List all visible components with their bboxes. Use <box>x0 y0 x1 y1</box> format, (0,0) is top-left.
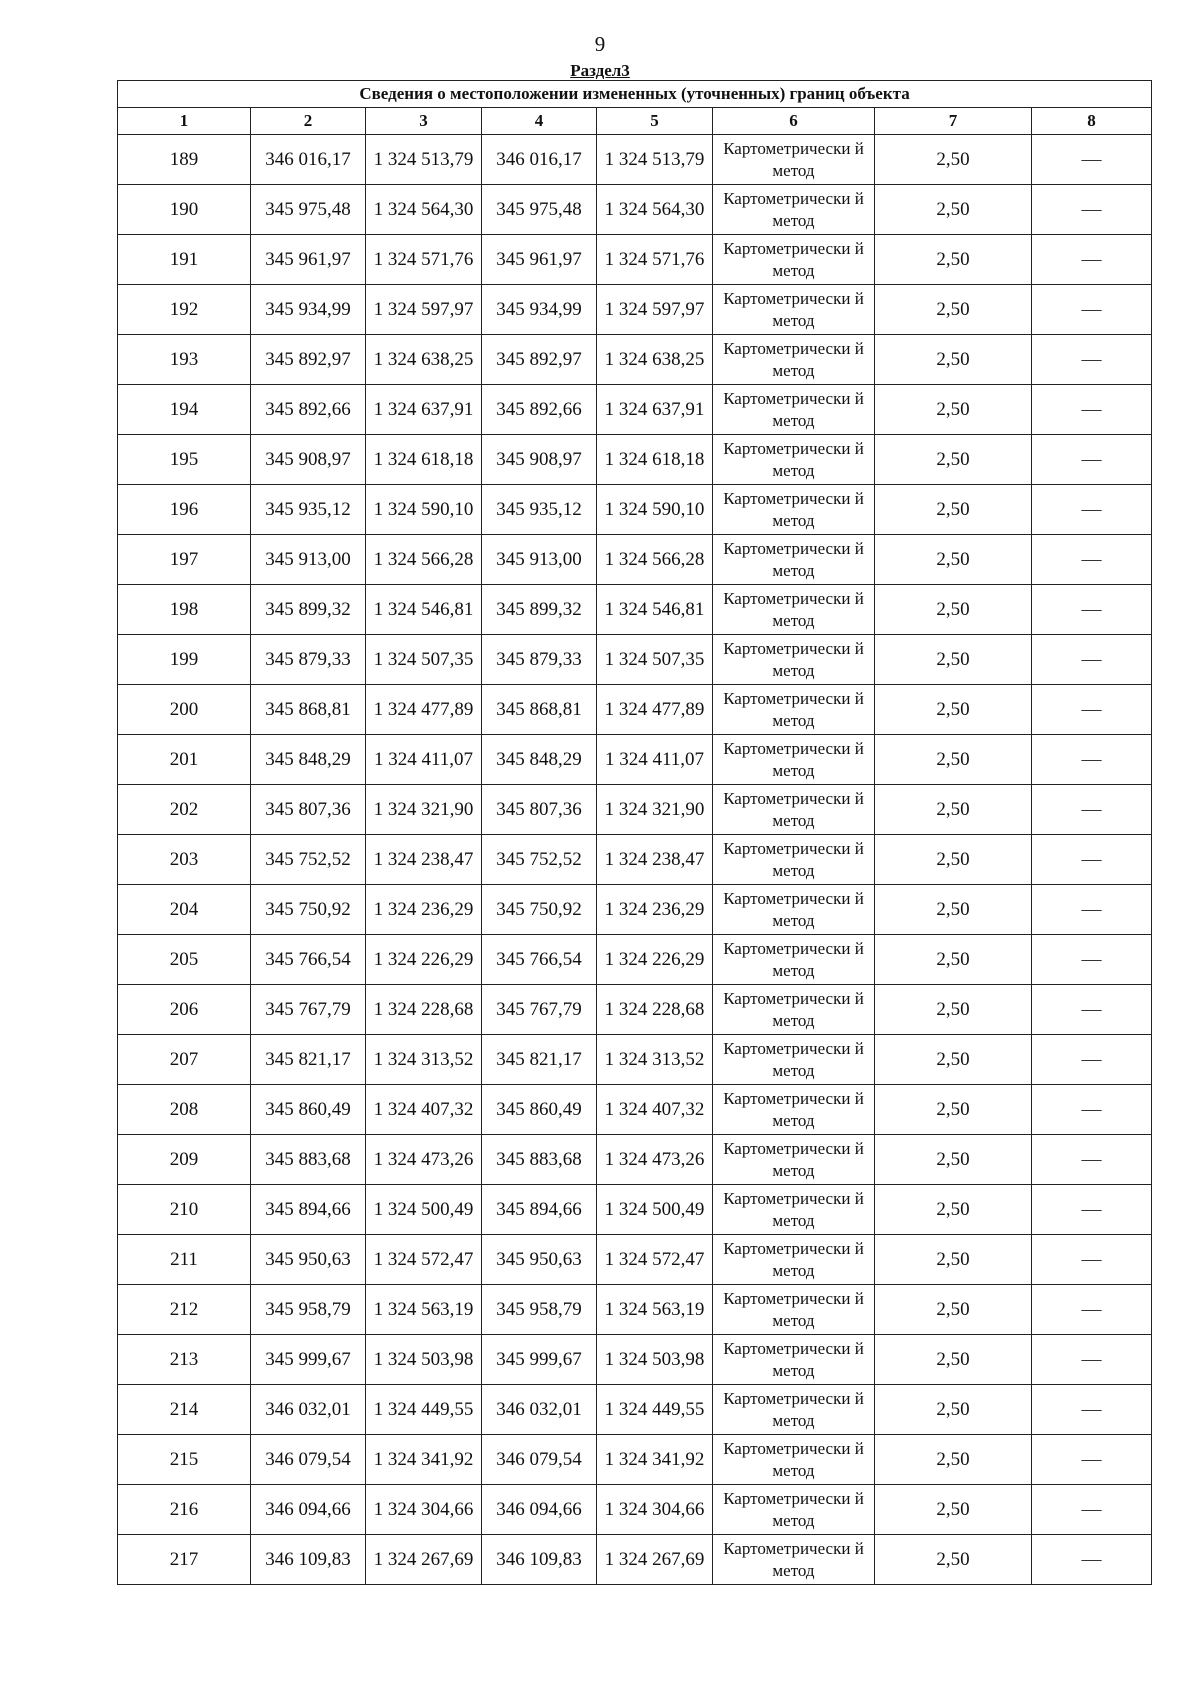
y-new-cell: 1 324 411,07 <box>597 735 713 785</box>
table-row <box>118 1285 1152 1335</box>
point-number-cell: 191 <box>118 235 251 285</box>
x-existing-cell: 345 892,97 <box>251 335 366 385</box>
point-number-cell: 209 <box>118 1135 251 1185</box>
column-number: 6 <box>713 108 875 135</box>
x-new-cell: 346 109,83 <box>482 1535 597 1585</box>
method-cell: Картометрически й метод <box>713 635 875 685</box>
table-row <box>118 235 1152 285</box>
x-new-cell: 345 807,36 <box>482 785 597 835</box>
y-existing-cell: 1 324 590,10 <box>366 485 482 535</box>
x-new-cell: 345 999,67 <box>482 1335 597 1385</box>
accuracy-cell: 2,50 <box>875 1285 1032 1335</box>
y-existing-cell: 1 324 321,90 <box>366 785 482 835</box>
table-caption-row <box>118 81 1152 108</box>
y-existing-cell: 1 324 513,79 <box>366 135 482 185</box>
x-new-cell: 345 892,97 <box>482 335 597 385</box>
x-existing-cell: 345 899,32 <box>251 585 366 635</box>
note-cell: — <box>1032 335 1152 385</box>
x-existing-cell: 345 950,63 <box>251 1235 366 1285</box>
y-new-cell: 1 324 236,29 <box>597 885 713 935</box>
note-cell: — <box>1032 1035 1152 1085</box>
method-cell: Картометрически й метод <box>713 1385 875 1435</box>
x-new-cell: 345 750,92 <box>482 885 597 935</box>
y-new-cell: 1 324 407,32 <box>597 1085 713 1135</box>
x-new-cell: 345 860,49 <box>482 1085 597 1135</box>
x-existing-cell: 345 908,97 <box>251 435 366 485</box>
table-row <box>118 435 1152 485</box>
accuracy-cell: 2,50 <box>875 235 1032 285</box>
method-cell: Картометрически й метод <box>713 1135 875 1185</box>
x-existing-cell: 345 961,97 <box>251 235 366 285</box>
boundary-coordinates-table <box>117 80 1152 1585</box>
table-body <box>118 135 1152 1585</box>
y-existing-cell: 1 324 637,91 <box>366 385 482 435</box>
method-cell: Картометрически й метод <box>713 1085 875 1135</box>
method-cell: Картометрически й метод <box>713 1285 875 1335</box>
point-number-cell: 210 <box>118 1185 251 1235</box>
y-new-cell: 1 324 228,68 <box>597 985 713 1035</box>
table-row <box>118 485 1152 535</box>
note-cell: — <box>1032 835 1152 885</box>
y-new-cell: 1 324 572,47 <box>597 1235 713 1285</box>
x-existing-cell: 346 094,66 <box>251 1485 366 1535</box>
note-cell: — <box>1032 735 1152 785</box>
note-cell: — <box>1032 1335 1152 1385</box>
y-new-cell: 1 324 546,81 <box>597 585 713 635</box>
point-number-cell: 216 <box>118 1485 251 1535</box>
y-new-cell: 1 324 590,10 <box>597 485 713 535</box>
table-row <box>118 685 1152 735</box>
y-new-cell: 1 324 618,18 <box>597 435 713 485</box>
y-existing-cell: 1 324 226,29 <box>366 935 482 985</box>
x-new-cell: 345 894,66 <box>482 1185 597 1235</box>
method-cell: Картометрически й метод <box>713 385 875 435</box>
x-new-cell: 346 094,66 <box>482 1485 597 1535</box>
point-number-cell: 202 <box>118 785 251 835</box>
table-row <box>118 185 1152 235</box>
note-cell: — <box>1032 935 1152 985</box>
y-existing-cell: 1 324 546,81 <box>366 585 482 635</box>
method-cell: Картометрически й метод <box>713 335 875 385</box>
y-new-cell: 1 324 638,25 <box>597 335 713 385</box>
table-row <box>118 1135 1152 1185</box>
y-new-cell: 1 324 503,98 <box>597 1335 713 1385</box>
point-number-cell: 189 <box>118 135 251 185</box>
accuracy-cell: 2,50 <box>875 185 1032 235</box>
note-cell: — <box>1032 1435 1152 1485</box>
column-number: 4 <box>482 108 597 135</box>
point-number-cell: 215 <box>118 1435 251 1485</box>
note-cell: — <box>1032 1235 1152 1285</box>
x-existing-cell: 345 894,66 <box>251 1185 366 1235</box>
method-cell: Картометрически й метод <box>713 885 875 935</box>
table-row <box>118 1035 1152 1085</box>
column-number: 7 <box>875 108 1032 135</box>
y-existing-cell: 1 324 597,97 <box>366 285 482 335</box>
point-number-cell: 213 <box>118 1335 251 1385</box>
column-number: 5 <box>597 108 713 135</box>
y-existing-cell: 1 324 341,92 <box>366 1435 482 1485</box>
note-cell: — <box>1032 1135 1152 1185</box>
method-cell: Картометрически й метод <box>713 1185 875 1235</box>
point-number-cell: 217 <box>118 1535 251 1585</box>
y-existing-cell: 1 324 411,07 <box>366 735 482 785</box>
y-new-cell: 1 324 449,55 <box>597 1385 713 1435</box>
column-number: 3 <box>366 108 482 135</box>
method-cell: Картометрически й метод <box>713 785 875 835</box>
x-new-cell: 345 752,52 <box>482 835 597 885</box>
note-cell: — <box>1032 985 1152 1035</box>
accuracy-cell: 2,50 <box>875 485 1032 535</box>
method-cell: Картометрически й метод <box>713 685 875 735</box>
accuracy-cell: 2,50 <box>875 1385 1032 1435</box>
point-number-cell: 194 <box>118 385 251 435</box>
note-cell: — <box>1032 135 1152 185</box>
x-existing-cell: 345 879,33 <box>251 635 366 685</box>
y-existing-cell: 1 324 313,52 <box>366 1035 482 1085</box>
y-existing-cell: 1 324 566,28 <box>366 535 482 585</box>
note-cell: — <box>1032 1485 1152 1535</box>
table-row <box>118 1485 1152 1535</box>
method-cell: Картометрически й метод <box>713 185 875 235</box>
y-new-cell: 1 324 313,52 <box>597 1035 713 1085</box>
x-existing-cell: 345 868,81 <box>251 685 366 735</box>
y-new-cell: 1 324 564,30 <box>597 185 713 235</box>
method-cell: Картометрически й метод <box>713 435 875 485</box>
table-row <box>118 935 1152 985</box>
accuracy-cell: 2,50 <box>875 635 1032 685</box>
y-existing-cell: 1 324 563,19 <box>366 1285 482 1335</box>
accuracy-cell: 2,50 <box>875 585 1032 635</box>
x-existing-cell: 346 016,17 <box>251 135 366 185</box>
note-cell: — <box>1032 385 1152 435</box>
accuracy-cell: 2,50 <box>875 885 1032 935</box>
y-new-cell: 1 324 597,97 <box>597 285 713 335</box>
note-cell: — <box>1032 635 1152 685</box>
method-cell: Картометрически й метод <box>713 985 875 1035</box>
method-cell: Картометрически й метод <box>713 1485 875 1535</box>
x-new-cell: 345 892,66 <box>482 385 597 435</box>
y-existing-cell: 1 324 236,29 <box>366 885 482 935</box>
x-new-cell: 345 821,17 <box>482 1035 597 1085</box>
method-cell: Картометрически й метод <box>713 135 875 185</box>
note-cell: — <box>1032 1385 1152 1435</box>
x-existing-cell: 345 752,52 <box>251 835 366 885</box>
table-row <box>118 385 1152 435</box>
table-row <box>118 835 1152 885</box>
note-cell: — <box>1032 685 1152 735</box>
x-existing-cell: 345 767,79 <box>251 985 366 1035</box>
accuracy-cell: 2,50 <box>875 1135 1032 1185</box>
page-number: 9 <box>594 32 606 56</box>
point-number-cell: 199 <box>118 635 251 685</box>
y-existing-cell: 1 324 507,35 <box>366 635 482 685</box>
x-new-cell: 345 879,33 <box>482 635 597 685</box>
method-cell: Картометрически й метод <box>713 1035 875 1085</box>
y-new-cell: 1 324 226,29 <box>597 935 713 985</box>
y-existing-cell: 1 324 267,69 <box>366 1535 482 1585</box>
x-new-cell: 345 767,79 <box>482 985 597 1035</box>
point-number-cell: 197 <box>118 535 251 585</box>
y-existing-cell: 1 324 407,32 <box>366 1085 482 1135</box>
y-existing-cell: 1 324 500,49 <box>366 1185 482 1235</box>
accuracy-cell: 2,50 <box>875 385 1032 435</box>
table-row <box>118 135 1152 185</box>
table-row <box>118 1185 1152 1235</box>
y-existing-cell: 1 324 571,76 <box>366 235 482 285</box>
x-existing-cell: 345 958,79 <box>251 1285 366 1335</box>
y-new-cell: 1 324 238,47 <box>597 835 713 885</box>
method-cell: Картометрически й метод <box>713 735 875 785</box>
note-cell: — <box>1032 885 1152 935</box>
column-number: 2 <box>251 108 366 135</box>
point-number-cell: 208 <box>118 1085 251 1135</box>
y-new-cell: 1 324 473,26 <box>597 1135 713 1185</box>
x-existing-cell: 345 975,48 <box>251 185 366 235</box>
accuracy-cell: 2,50 <box>875 835 1032 885</box>
table-row <box>118 585 1152 635</box>
table-row <box>118 1385 1152 1435</box>
y-existing-cell: 1 324 638,25 <box>366 335 482 385</box>
method-cell: Картометрически й метод <box>713 585 875 635</box>
table-row <box>118 1535 1152 1585</box>
table-row <box>118 1235 1152 1285</box>
x-new-cell: 345 961,97 <box>482 235 597 285</box>
note-cell: — <box>1032 1085 1152 1135</box>
accuracy-cell: 2,50 <box>875 1185 1032 1235</box>
accuracy-cell: 2,50 <box>875 1035 1032 1085</box>
y-new-cell: 1 324 267,69 <box>597 1535 713 1585</box>
point-number-cell: 190 <box>118 185 251 235</box>
y-new-cell: 1 324 571,76 <box>597 235 713 285</box>
x-existing-cell: 345 935,12 <box>251 485 366 535</box>
x-new-cell: 345 958,79 <box>482 1285 597 1335</box>
y-existing-cell: 1 324 449,55 <box>366 1385 482 1435</box>
note-cell: — <box>1032 285 1152 335</box>
x-existing-cell: 345 892,66 <box>251 385 366 435</box>
accuracy-cell: 2,50 <box>875 985 1032 1035</box>
x-existing-cell: 345 913,00 <box>251 535 366 585</box>
point-number-cell: 206 <box>118 985 251 1035</box>
method-cell: Картометрически й метод <box>713 285 875 335</box>
x-new-cell: 345 868,81 <box>482 685 597 735</box>
table-row <box>118 1435 1152 1485</box>
point-number-cell: 205 <box>118 935 251 985</box>
x-existing-cell: 345 934,99 <box>251 285 366 335</box>
accuracy-cell: 2,50 <box>875 935 1032 985</box>
accuracy-cell: 2,50 <box>875 285 1032 335</box>
point-number-cell: 195 <box>118 435 251 485</box>
table-row <box>118 1085 1152 1135</box>
point-number-cell: 207 <box>118 1035 251 1085</box>
note-cell: — <box>1032 1535 1152 1585</box>
point-number-cell: 193 <box>118 335 251 385</box>
accuracy-cell: 2,50 <box>875 1335 1032 1385</box>
x-new-cell: 345 950,63 <box>482 1235 597 1285</box>
method-cell: Картометрически й метод <box>713 1235 875 1285</box>
note-cell: — <box>1032 585 1152 635</box>
x-existing-cell: 346 032,01 <box>251 1385 366 1435</box>
y-new-cell: 1 324 304,66 <box>597 1485 713 1535</box>
accuracy-cell: 2,50 <box>875 435 1032 485</box>
x-existing-cell: 345 848,29 <box>251 735 366 785</box>
method-cell: Картометрически й метод <box>713 235 875 285</box>
x-new-cell: 345 766,54 <box>482 935 597 985</box>
x-existing-cell: 345 821,17 <box>251 1035 366 1085</box>
y-new-cell: 1 324 637,91 <box>597 385 713 435</box>
x-existing-cell: 345 750,92 <box>251 885 366 935</box>
note-cell: — <box>1032 535 1152 585</box>
column-number: 8 <box>1032 108 1152 135</box>
table-row <box>118 1335 1152 1385</box>
table-caption: Сведения о местоположении измененных (уточненных) границ объекта <box>118 81 1152 108</box>
x-new-cell: 345 899,32 <box>482 585 597 635</box>
y-existing-cell: 1 324 304,66 <box>366 1485 482 1535</box>
y-new-cell: 1 324 566,28 <box>597 535 713 585</box>
point-number-cell: 196 <box>118 485 251 535</box>
column-number-row <box>118 108 1152 135</box>
point-number-cell: 192 <box>118 285 251 335</box>
y-existing-cell: 1 324 477,89 <box>366 685 482 735</box>
accuracy-cell: 2,50 <box>875 735 1032 785</box>
y-existing-cell: 1 324 572,47 <box>366 1235 482 1285</box>
accuracy-cell: 2,50 <box>875 1485 1032 1535</box>
note-cell: — <box>1032 785 1152 835</box>
table-row <box>118 885 1152 935</box>
accuracy-cell: 2,50 <box>875 1435 1032 1485</box>
accuracy-cell: 2,50 <box>875 1085 1032 1135</box>
method-cell: Картометрически й метод <box>713 1435 875 1485</box>
point-number-cell: 204 <box>118 885 251 935</box>
note-cell: — <box>1032 435 1152 485</box>
accuracy-cell: 2,50 <box>875 1235 1032 1285</box>
x-existing-cell: 346 079,54 <box>251 1435 366 1485</box>
x-existing-cell: 345 999,67 <box>251 1335 366 1385</box>
point-number-cell: 212 <box>118 1285 251 1335</box>
x-new-cell: 346 016,17 <box>482 135 597 185</box>
note-cell: — <box>1032 185 1152 235</box>
accuracy-cell: 2,50 <box>875 785 1032 835</box>
accuracy-cell: 2,50 <box>875 335 1032 385</box>
y-existing-cell: 1 324 564,30 <box>366 185 482 235</box>
x-existing-cell: 345 860,49 <box>251 1085 366 1135</box>
accuracy-cell: 2,50 <box>875 535 1032 585</box>
point-number-cell: 200 <box>118 685 251 735</box>
method-cell: Картометрически й метод <box>713 835 875 885</box>
y-new-cell: 1 324 477,89 <box>597 685 713 735</box>
x-new-cell: 345 935,12 <box>482 485 597 535</box>
y-new-cell: 1 324 500,49 <box>597 1185 713 1235</box>
note-cell: — <box>1032 485 1152 535</box>
x-new-cell: 345 975,48 <box>482 185 597 235</box>
y-new-cell: 1 324 507,35 <box>597 635 713 685</box>
y-new-cell: 1 324 513,79 <box>597 135 713 185</box>
y-existing-cell: 1 324 618,18 <box>366 435 482 485</box>
accuracy-cell: 2,50 <box>875 1535 1032 1585</box>
method-cell: Картометрически й метод <box>713 535 875 585</box>
y-existing-cell: 1 324 238,47 <box>366 835 482 885</box>
y-new-cell: 1 324 341,92 <box>597 1435 713 1485</box>
y-new-cell: 1 324 563,19 <box>597 1285 713 1335</box>
x-new-cell: 346 032,01 <box>482 1385 597 1435</box>
x-new-cell: 345 848,29 <box>482 735 597 785</box>
x-new-cell: 346 079,54 <box>482 1435 597 1485</box>
table-row <box>118 635 1152 685</box>
point-number-cell: 203 <box>118 835 251 885</box>
point-number-cell: 201 <box>118 735 251 785</box>
table-row <box>118 985 1152 1035</box>
table-row <box>118 535 1152 585</box>
table-row <box>118 285 1152 335</box>
section-title: Раздел3 <box>570 61 630 80</box>
method-cell: Картометрически й метод <box>713 935 875 985</box>
y-existing-cell: 1 324 228,68 <box>366 985 482 1035</box>
table-row <box>118 785 1152 835</box>
table-row <box>118 735 1152 785</box>
table-row <box>118 335 1152 385</box>
accuracy-cell: 2,50 <box>875 685 1032 735</box>
point-number-cell: 211 <box>118 1235 251 1285</box>
column-number: 1 <box>118 108 251 135</box>
x-new-cell: 345 934,99 <box>482 285 597 335</box>
method-cell: Картометрически й метод <box>713 1335 875 1385</box>
note-cell: — <box>1032 1185 1152 1235</box>
method-cell: Картометрически й метод <box>713 1535 875 1585</box>
x-existing-cell: 346 109,83 <box>251 1535 366 1585</box>
x-existing-cell: 345 766,54 <box>251 935 366 985</box>
note-cell: — <box>1032 1285 1152 1335</box>
y-existing-cell: 1 324 503,98 <box>366 1335 482 1385</box>
x-new-cell: 345 908,97 <box>482 435 597 485</box>
note-cell: — <box>1032 235 1152 285</box>
accuracy-cell: 2,50 <box>875 135 1032 185</box>
x-existing-cell: 345 883,68 <box>251 1135 366 1185</box>
x-new-cell: 345 883,68 <box>482 1135 597 1185</box>
point-number-cell: 214 <box>118 1385 251 1435</box>
point-number-cell: 198 <box>118 585 251 635</box>
x-existing-cell: 345 807,36 <box>251 785 366 835</box>
y-new-cell: 1 324 321,90 <box>597 785 713 835</box>
method-cell: Картометрически й метод <box>713 485 875 535</box>
x-new-cell: 345 913,00 <box>482 535 597 585</box>
y-existing-cell: 1 324 473,26 <box>366 1135 482 1185</box>
